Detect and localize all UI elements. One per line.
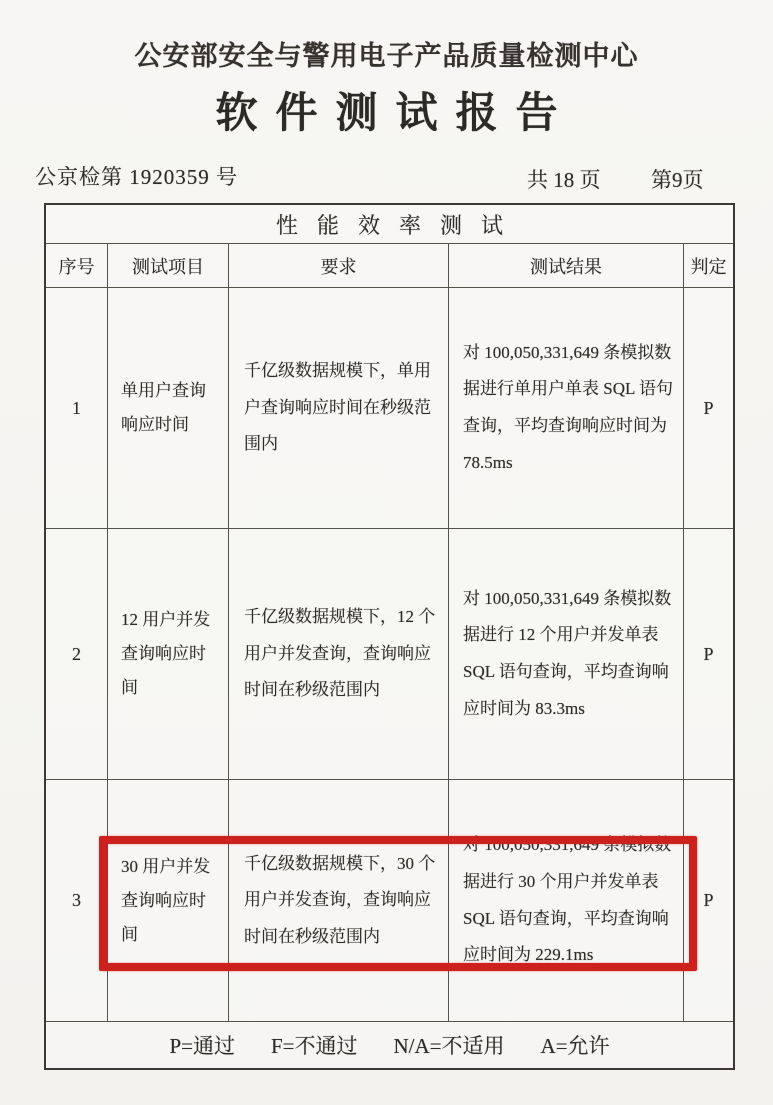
current-page: 第9页 [651,168,704,192]
row-test-result: 对 100,050,331,649 条模拟数据进行 30 个用户并发单表 SQL 语句查询，平均查询响应时间为 229.1ms [449,780,684,1021]
column-header-requirement: 要求 [229,244,449,287]
row-no: 3 [46,780,108,1021]
performance-test-table [44,203,735,1070]
verdict-legend [46,1022,733,1068]
legend-item-na: N/A=不适用 [393,1034,505,1058]
row-no: 1 [46,288,108,528]
table-row [46,288,733,529]
column-header-verdict: 判定 [690,256,727,277]
table-header-row [46,244,733,288]
table-section-row [46,205,733,244]
row-test-item: 30 用户并发查询响应时间 [108,780,229,1021]
row-verdict: P [703,643,714,664]
row-test-item: 12 用户并发查询响应时间 [108,529,229,779]
row-test-item: 单用户查询响应时间 [108,288,229,528]
report-number: 公京检第 1920359 号 [35,165,238,189]
row-test-result: 对 100,050,331,649 条模拟数据进行单用户单表 SQL 语句查询，平均查询响应时间为 78.5ms [449,288,684,528]
table-row-highlighted [46,780,733,1022]
table-section-title: 性能效率测试 [275,212,522,238]
row-requirement: 千亿级数据规模下，12 个用户并发查询，查询响应时间在秒级范围内 [229,529,449,779]
report-meta [0,161,773,191]
legend-item-allowed: A=允许 [540,1034,610,1058]
table-legend-row [46,1022,733,1068]
row-requirement: 千亿级数据规模下，30 个用户并发查询，查询响应时间在秒级范围内 [229,780,449,1021]
row-requirement: 千亿级数据规模下，单用户查询响应时间在秒级范围内 [229,288,449,528]
column-header-result: 测试结果 [449,244,684,287]
column-header-item: 测试项目 [108,244,229,287]
legend-item-pass: P=通过 [169,1034,235,1058]
legend-item-fail: F=不通过 [270,1034,358,1058]
org-name: 公安部安全与警用电子产品质量检测中心 [134,41,639,71]
total-pages: 共 18 页 [527,168,601,192]
table-row [46,529,733,780]
row-verdict: P [703,890,714,911]
column-header-no: 序号 [46,244,108,287]
row-no: 2 [46,529,108,779]
row-verdict: P [703,397,714,418]
report-title: 软件测试报告 [215,91,576,137]
row-test-result: 对 100,050,331,649 条模拟数据进行 12 个用户并发单表 SQL 语句查询，平均查询响应时间为 83.3ms [449,529,684,779]
